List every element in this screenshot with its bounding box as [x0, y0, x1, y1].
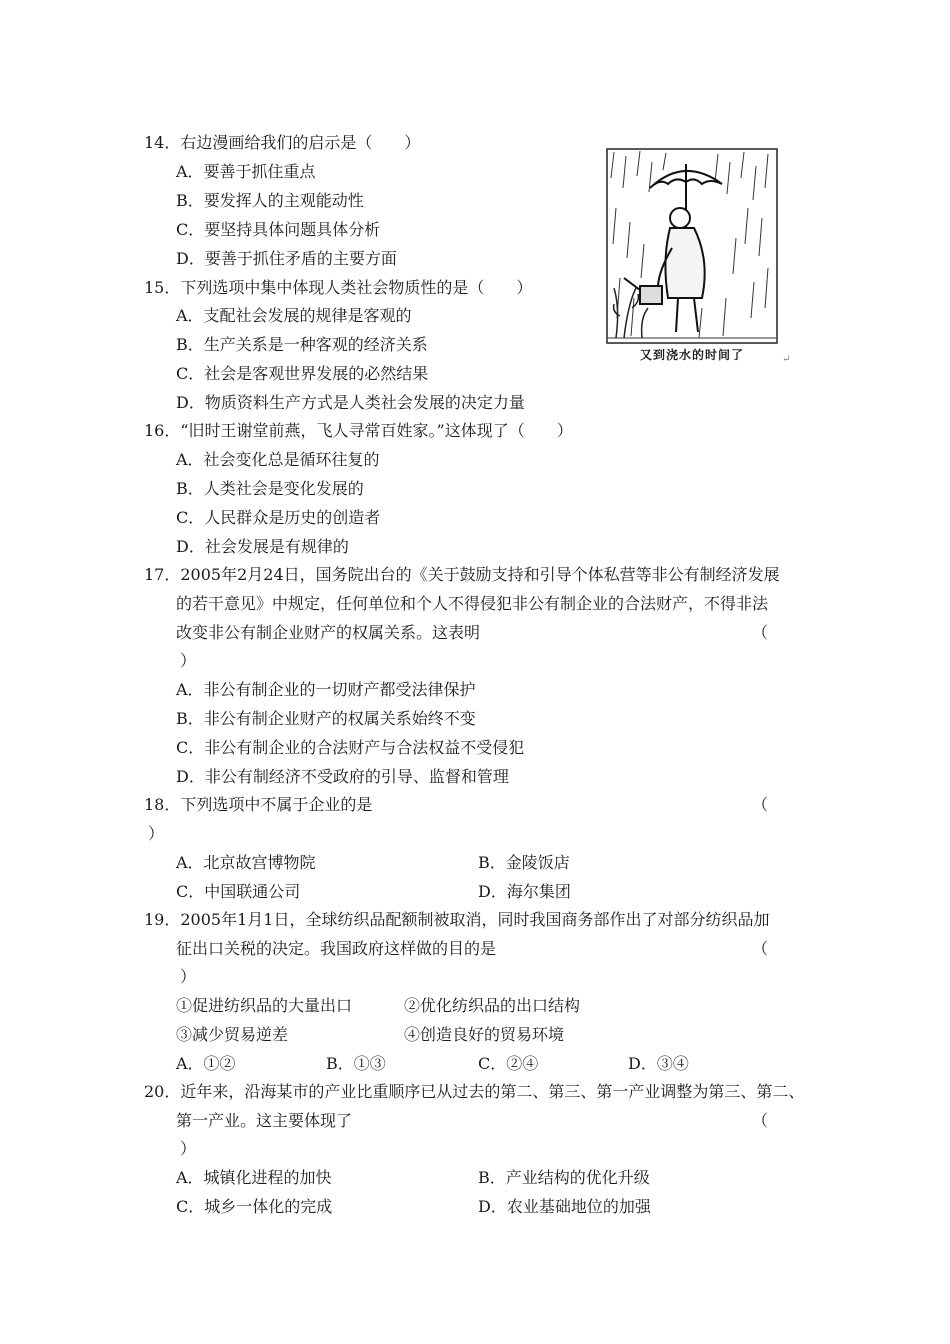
- q18-answer-paren-open: （: [752, 795, 769, 814]
- q17-answer-paren-close: ）: [180, 651, 197, 670]
- q16-option-a: A．社会变化总是循环往复的: [176, 450, 380, 469]
- q17-option-c: C．非公有制企业的合法财产与合法权益不受侵犯: [176, 738, 525, 757]
- q14-option-d: D．要善于抓住矛盾的主要方面: [176, 249, 397, 268]
- q16-option-c: C．人民群众是历史的创造者: [176, 508, 381, 527]
- cartoon-caption: 又到浇水的时间了: [639, 348, 744, 362]
- q18-answer-paren-close: ）: [148, 824, 165, 843]
- q19-stem-line2: 征出口关税的决定。我国政府这样做的目的是: [176, 939, 497, 958]
- q14-option-b: B．要发挥人的主观能动性: [176, 191, 364, 210]
- q14-option-c: C．要坚持具体问题具体分析: [176, 220, 381, 239]
- q15-option-b: B．生产关系是一种客观的经济关系: [176, 335, 428, 354]
- q17-option-b: B．非公有制企业财产的权属关系始终不变: [176, 709, 476, 728]
- q17-stem-line2: 的若干意见》中规定，任何单位和个人不得侵犯非公有制企业的合法财产，不得非法: [176, 594, 769, 613]
- q20-answer-paren-open: （: [752, 1111, 769, 1130]
- watering-in-rain-drawing: [606, 148, 778, 344]
- q18-option-b: B．金陵饭店: [478, 853, 570, 872]
- q15-option-a: A．支配社会发展的规律是客观的: [176, 306, 412, 325]
- q20-answer-paren-close: ）: [180, 1139, 197, 1158]
- q17-stem-line3: 改变非公有制企业财产的权属关系。这表明: [176, 623, 481, 642]
- return-mark: ↵: [782, 354, 791, 365]
- q19-option-d: D．③④: [628, 1054, 689, 1073]
- q19-statement-3: ③减少贸易逆差: [176, 1025, 289, 1044]
- q19-statement-1: ①促进纺织品的大量出口: [176, 996, 353, 1015]
- q17-answer-paren-open: （: [752, 623, 769, 642]
- q16-stem: 16．“旧时王谢堂前燕，飞人寻常百姓家。”这体现了（ ）: [144, 421, 573, 440]
- q17-option-d: D．非公有制经济不受政府的引导、监督和管理: [176, 767, 509, 786]
- q20-stem-line1: 20．近年来，沿海某市的产业比重顺序已从过去的第二、第三、第一产业调整为第三、第二、: [144, 1082, 805, 1101]
- q18-option-c: C．中国联通公司: [176, 882, 301, 901]
- q19-option-a: A．①②: [176, 1054, 236, 1073]
- q16-option-d: D．社会发展是有规律的: [176, 537, 349, 556]
- q15-option-c: C．社会是客观世界发展的必然结果: [176, 364, 429, 383]
- q19-statement-2: ②优化纺织品的出口结构: [404, 996, 581, 1015]
- q19-option-b: B．①③: [326, 1054, 386, 1073]
- q18-option-d: D．海尔集团: [478, 882, 571, 901]
- q20-stem-line2: 第一产业。这主要体现了: [176, 1111, 353, 1130]
- q20-option-c: C．城乡一体化的完成: [176, 1197, 333, 1216]
- q16-option-b: B．人类社会是变化发展的: [176, 479, 364, 498]
- q15-option-d: D．物质资料生产方式是人类社会发展的决定力量: [176, 393, 525, 412]
- q19-option-c: C．②④: [478, 1054, 539, 1073]
- q15-stem: 15．下列选项中集中体现人类社会物质性的是（ ）: [144, 278, 533, 297]
- q19-answer-paren-close: ）: [180, 967, 197, 986]
- q19-answer-paren-open: （: [752, 939, 769, 958]
- q14-stem: 14．右边漫画给我们的启示是（ ）: [144, 133, 421, 152]
- q17-stem-line1: 17．2005年2月24日，国务院出台的《关于鼓励支持和引导个体私营等非公有制经济发展: [144, 565, 780, 584]
- q17-option-a: A．非公有制企业的一切财产都受法律保护: [176, 680, 476, 699]
- q14-option-a: A．要善于抓住重点: [176, 162, 316, 181]
- q19-stem-line1: 19．2005年1月1日，全球纺织品配额制被取消，同时我国商务部作出了对部分纺织品加: [144, 910, 770, 929]
- q20-option-d: D．农业基础地位的加强: [478, 1197, 651, 1216]
- q20-option-b: B．产业结构的优化升级: [478, 1168, 650, 1187]
- q19-statement-4: ④创造良好的贸易环境: [404, 1025, 565, 1044]
- cartoon-illustration: [606, 148, 791, 372]
- q18-option-a: A．北京故宫博物院: [176, 853, 316, 872]
- q20-option-a: A．城镇化进程的加快: [176, 1168, 332, 1187]
- q18-stem: 18．下列选项中不属于企业的是: [144, 795, 373, 814]
